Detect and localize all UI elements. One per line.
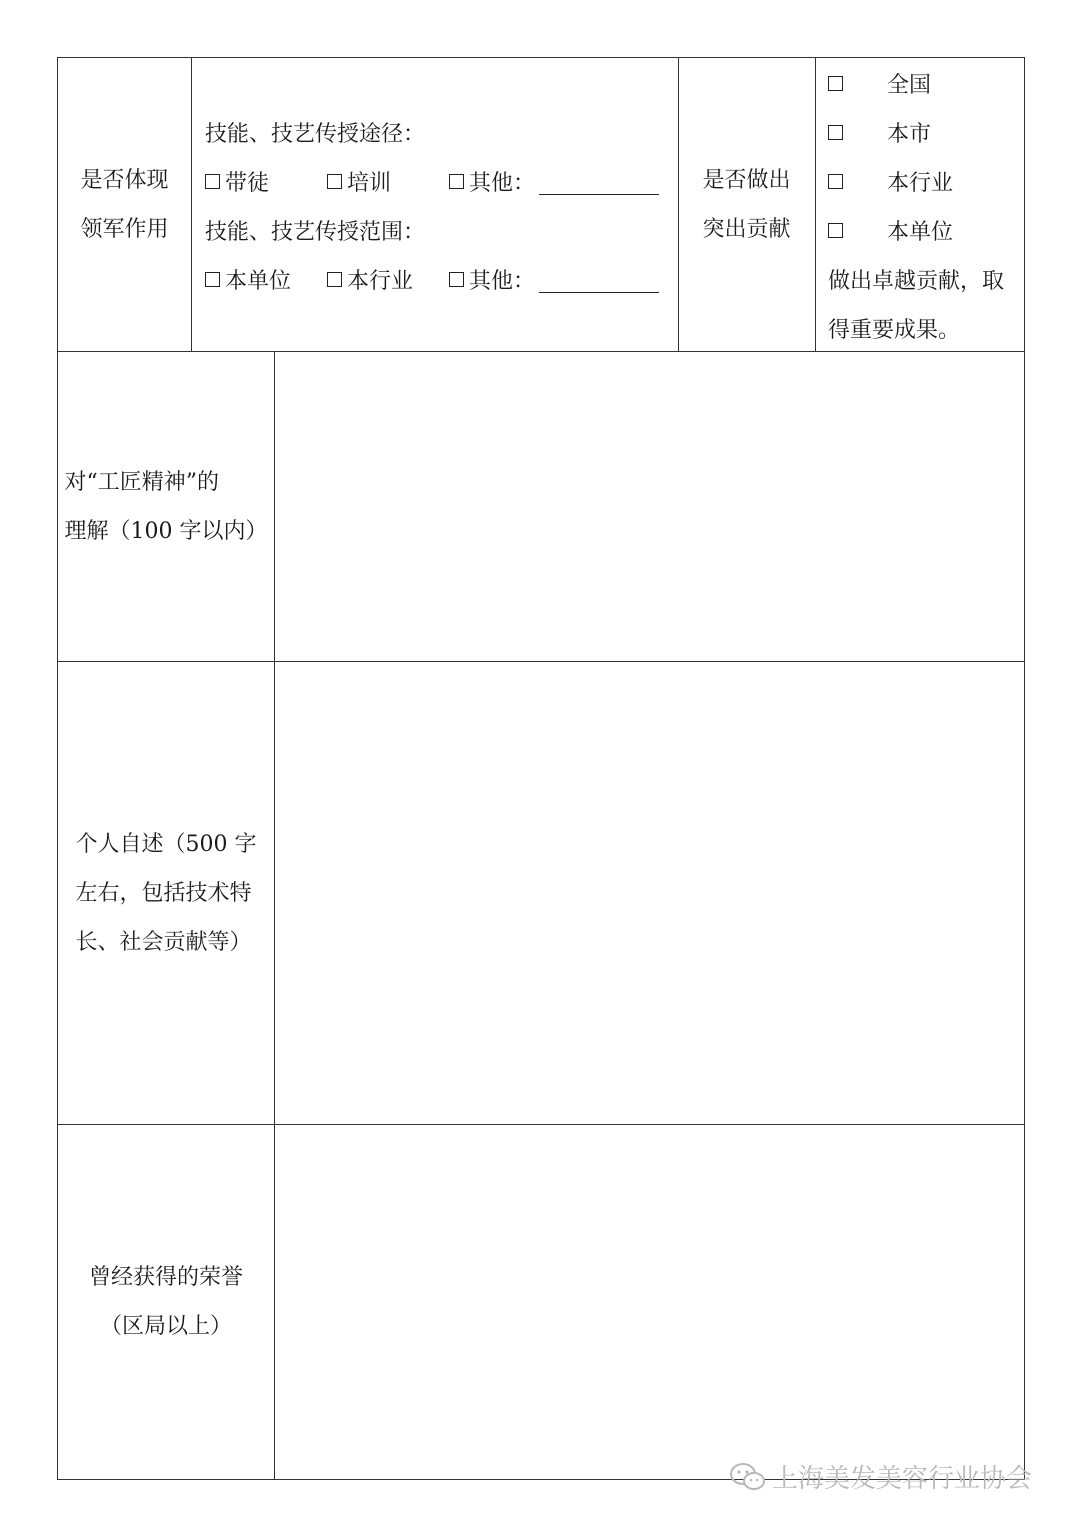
checkbox-icon[interactable] <box>327 174 342 189</box>
label-line: 理解（100 字以内） <box>64 518 268 544</box>
scope-other-blank[interactable] <box>539 266 659 293</box>
option-label: 本单位 <box>225 269 292 294</box>
contribution-options-cell <box>828 59 1024 353</box>
option-label: 本行业 <box>887 171 954 196</box>
option-label: 其他： <box>469 171 536 196</box>
contribution-label-cell <box>678 58 815 351</box>
transfer-cell <box>205 108 675 304</box>
option-label: 本市 <box>887 122 932 147</box>
craftsman-spirit-label <box>65 458 268 556</box>
transfer-scope-options <box>205 255 675 304</box>
option-label: 带徒 <box>225 171 270 196</box>
craftsman-spirit-answer-field[interactable] <box>276 353 1023 660</box>
checkbox-icon[interactable] <box>828 125 843 140</box>
route-option-training[interactable] <box>327 166 449 197</box>
craftsman-spirit-label-cell <box>58 352 274 661</box>
scope-option-industry[interactable] <box>327 264 449 295</box>
option-label: 本单位 <box>887 220 954 245</box>
checkbox-icon[interactable] <box>205 272 220 287</box>
leader-label-line-2: 领军作用 <box>80 216 169 242</box>
label-line: 左右，包括技术特 <box>75 880 252 906</box>
contribution-option-city[interactable] <box>828 108 1024 157</box>
contribution-label-line-1: 是否做出 <box>702 167 791 193</box>
transfer-scope-label: 技能、技艺传授范围： <box>205 220 426 245</box>
row1-divider-c <box>815 58 816 352</box>
checkbox-icon[interactable] <box>327 272 342 287</box>
self-statement-label-cell <box>58 662 274 1124</box>
watermark-text: 上海美发美容行业协会 <box>772 1464 1033 1494</box>
label-line: 个人自述（500 字 <box>75 831 257 857</box>
route-other-blank[interactable] <box>539 168 659 195</box>
contribution-note-line-2: 得重要成果。 <box>828 318 961 343</box>
transfer-route-options <box>205 157 675 206</box>
contribution-note-line-1: 做出卓越贡献，取 <box>828 269 1005 294</box>
scope-option-other[interactable] <box>449 264 659 295</box>
checkbox-icon[interactable] <box>449 174 464 189</box>
contribution-option-unit[interactable] <box>828 206 1024 255</box>
honors-label-cell <box>58 1125 274 1479</box>
option-label: 本行业 <box>347 269 414 294</box>
label-line: （区局以上） <box>99 1314 232 1339</box>
checkbox-icon[interactable] <box>205 174 220 189</box>
contribution-option-national[interactable] <box>828 59 1024 108</box>
checkbox-icon[interactable] <box>828 223 843 238</box>
application-form-table <box>57 57 1025 1480</box>
watermark <box>728 1458 1032 1495</box>
self-statement-answer-field[interactable] <box>276 663 1023 1123</box>
route-option-apprentice[interactable] <box>205 166 327 197</box>
honors-label <box>89 1253 243 1351</box>
leader-role-label <box>80 156 168 254</box>
checkbox-icon[interactable] <box>828 76 843 91</box>
label-line: 曾经获得的荣誉 <box>88 1265 243 1290</box>
self-statement-label <box>76 820 257 967</box>
route-option-other[interactable] <box>449 166 659 197</box>
checkbox-icon[interactable] <box>449 272 464 287</box>
leader-label-line-1: 是否体现 <box>80 167 169 193</box>
option-label: 全国 <box>887 73 932 98</box>
wechat-icon <box>728 1461 768 1493</box>
row1-divider-a <box>191 58 192 352</box>
leader-role-label-cell <box>58 58 191 351</box>
lower-rows-divider <box>274 352 275 1479</box>
contribution-label-line-2: 突出贡献 <box>702 216 791 242</box>
label-line: 对“工匠精神”的 <box>64 469 219 495</box>
checkbox-icon[interactable] <box>828 174 843 189</box>
transfer-route-label: 技能、技艺传授途径： <box>205 122 426 147</box>
option-label: 其他： <box>469 269 536 294</box>
contribution-label <box>702 156 790 254</box>
contribution-option-industry[interactable] <box>828 157 1024 206</box>
honors-answer-field[interactable] <box>276 1126 1023 1478</box>
option-label: 培训 <box>347 171 392 196</box>
label-line: 长、社会贡献等） <box>75 929 252 955</box>
scope-option-unit[interactable] <box>205 264 327 295</box>
